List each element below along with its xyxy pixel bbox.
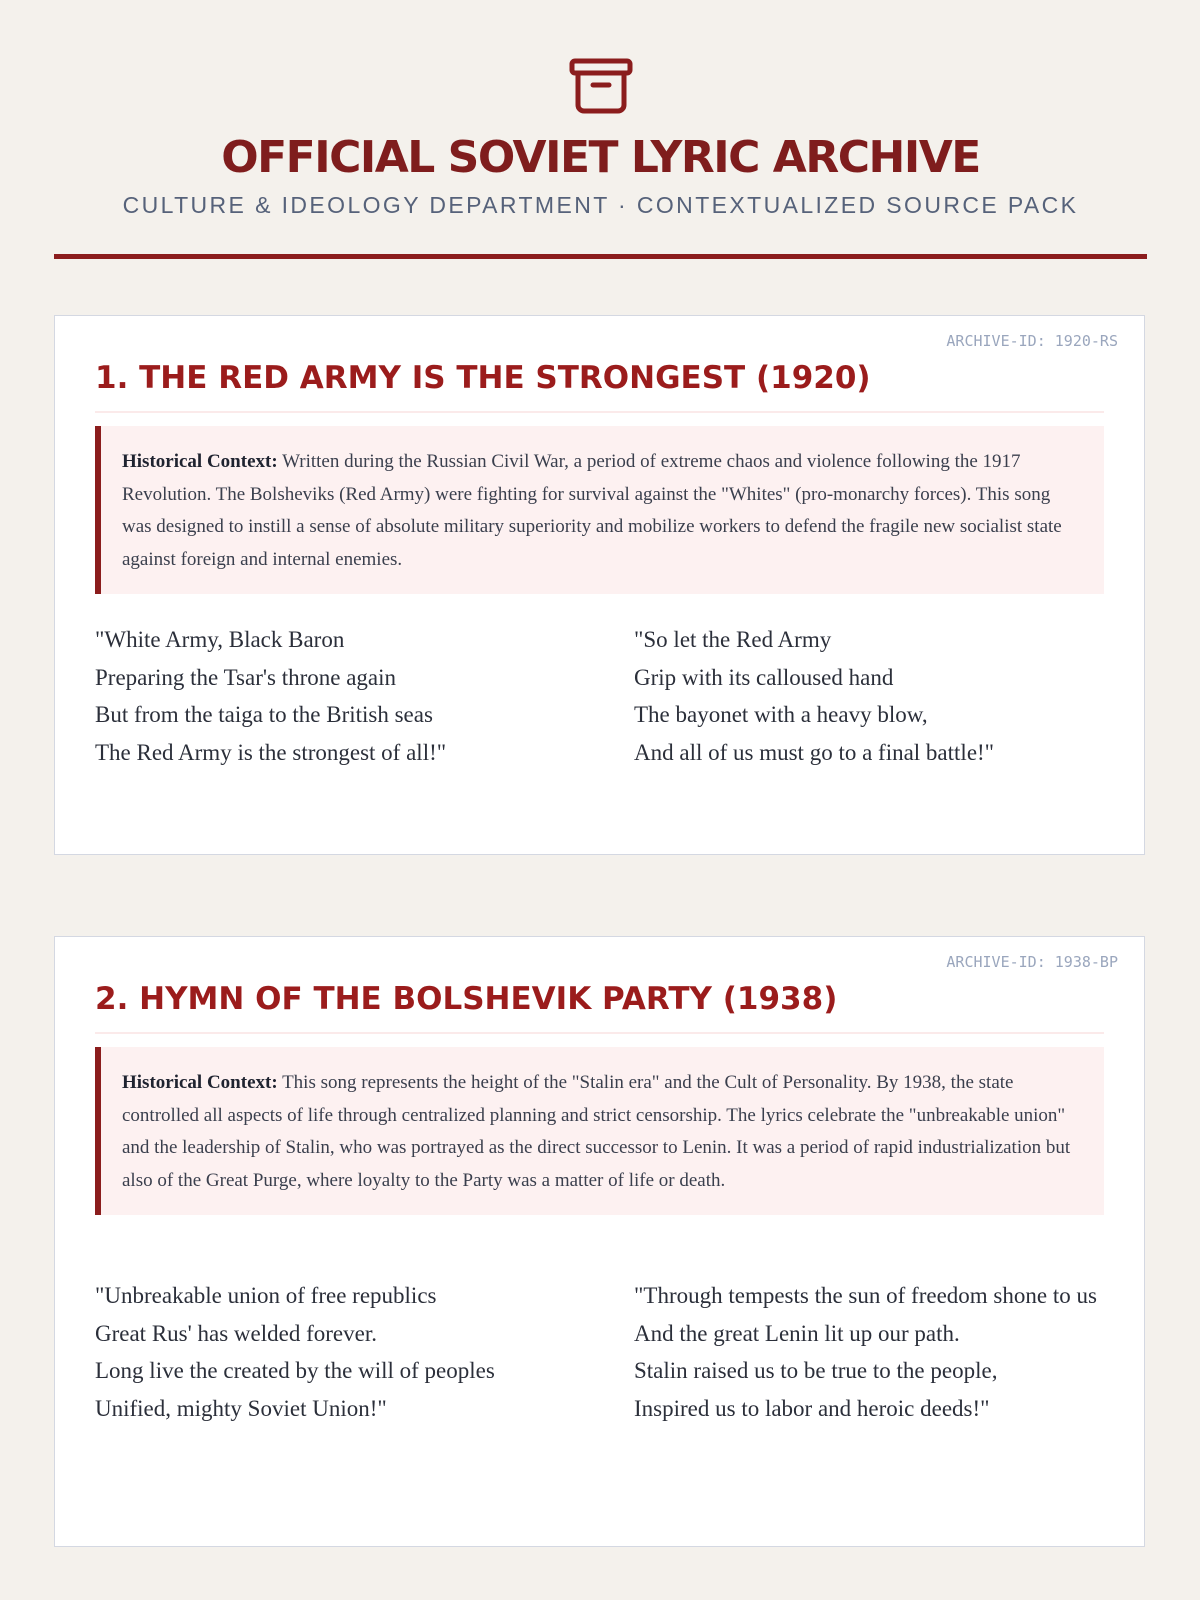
lyric-line: Long live the created by the will of peoples [95,1358,495,1384]
lyric-line: "Unbreakable union of free republics [95,1283,437,1308]
lyric-line: Inspired us to labor and heroic deeds!" [634,1396,990,1422]
historical-context [95,1047,1104,1215]
lyric-line: Great Rus' has welded forever. [95,1320,377,1346]
lyric-line: The Red Army is the strongest of all!" [95,740,447,766]
historical-context [95,426,1104,594]
lyric-line: Unified, mighty Soviet Union!" [95,1396,387,1422]
lyric-line: Grip with its calloused hand [634,664,894,690]
context-text: Written during the Russian Civil War, a period of extreme chaos and violence following the 1917 Revolution. The Bolsheviks (Red Army) were fighting for survival against the "Whites" (pro-monarchy forces). This song was designed to instill a sense of absolute military superiority and mobilize workers to defend the fragile new socialist state against foreign and internal enemies. [122,451,1062,570]
lyrics-right-column [634,621,1104,772]
archive-box-icon [569,56,633,116]
page-header [54,56,1147,219]
context-text: This song represents the height of the "Stalin era" and the Cult of Personality. By 1938, the state controlled all aspects of life through centralized planning and strict censorship. The lyrics celebrate the "unbreakable union" and the leadership of Stalin, who was portrayed as the direct successor to Lenin. It was a period of rapid industrialization but also of the Great Purge, where loyalty to the Party was a matter of life or death. [122,1072,1071,1191]
lyric-line: "White Army, Black Baron [95,627,345,652]
lyric-line: And all of us must go to a final battle!" [634,740,995,766]
song-title: 1. THE RED ARMY IS THE STRONGEST (1920) [95,360,1104,413]
archive-id: ARCHIVE-ID: 1920-RS [946,332,1118,350]
lyric-line: And the great Lenin lit up our path. [634,1320,960,1346]
lyric-line: "Through tempests the sun of freedom shone to us [634,1283,1097,1308]
context-label: Historical Context: [122,451,278,472]
header-divider [54,254,1147,259]
page-subtitle: CULTURE & IDEOLOGY DEPARTMENT · CONTEXTUALIZED SOURCE PACK [122,192,1079,219]
archive-id: ARCHIVE-ID: 1938-BP [946,953,1118,971]
song-card-bolshevik-hymn [54,936,1145,1547]
lyric-line: But from the taiga to the British seas [95,702,433,728]
song-title: 2. HYMN OF THE BOLSHEVIK PARTY (1938) [95,981,1104,1034]
song-card-red-army [54,315,1145,855]
lyric-line: The bayonet with a heavy blow, [634,702,928,728]
lyrics-right-column [634,1277,1104,1428]
lyric-line: "So let the Red Army [634,627,832,652]
lyrics-left-column [95,621,565,772]
lyric-line: Stalin raised us to be true to the people, [634,1358,998,1384]
lyrics-left-column [95,1277,565,1428]
page-title: OFFICIAL SOVIET LYRIC ARCHIVE [221,132,980,183]
context-label: Historical Context: [122,1072,278,1093]
lyric-line: Preparing the Tsar's throne again [95,664,397,690]
